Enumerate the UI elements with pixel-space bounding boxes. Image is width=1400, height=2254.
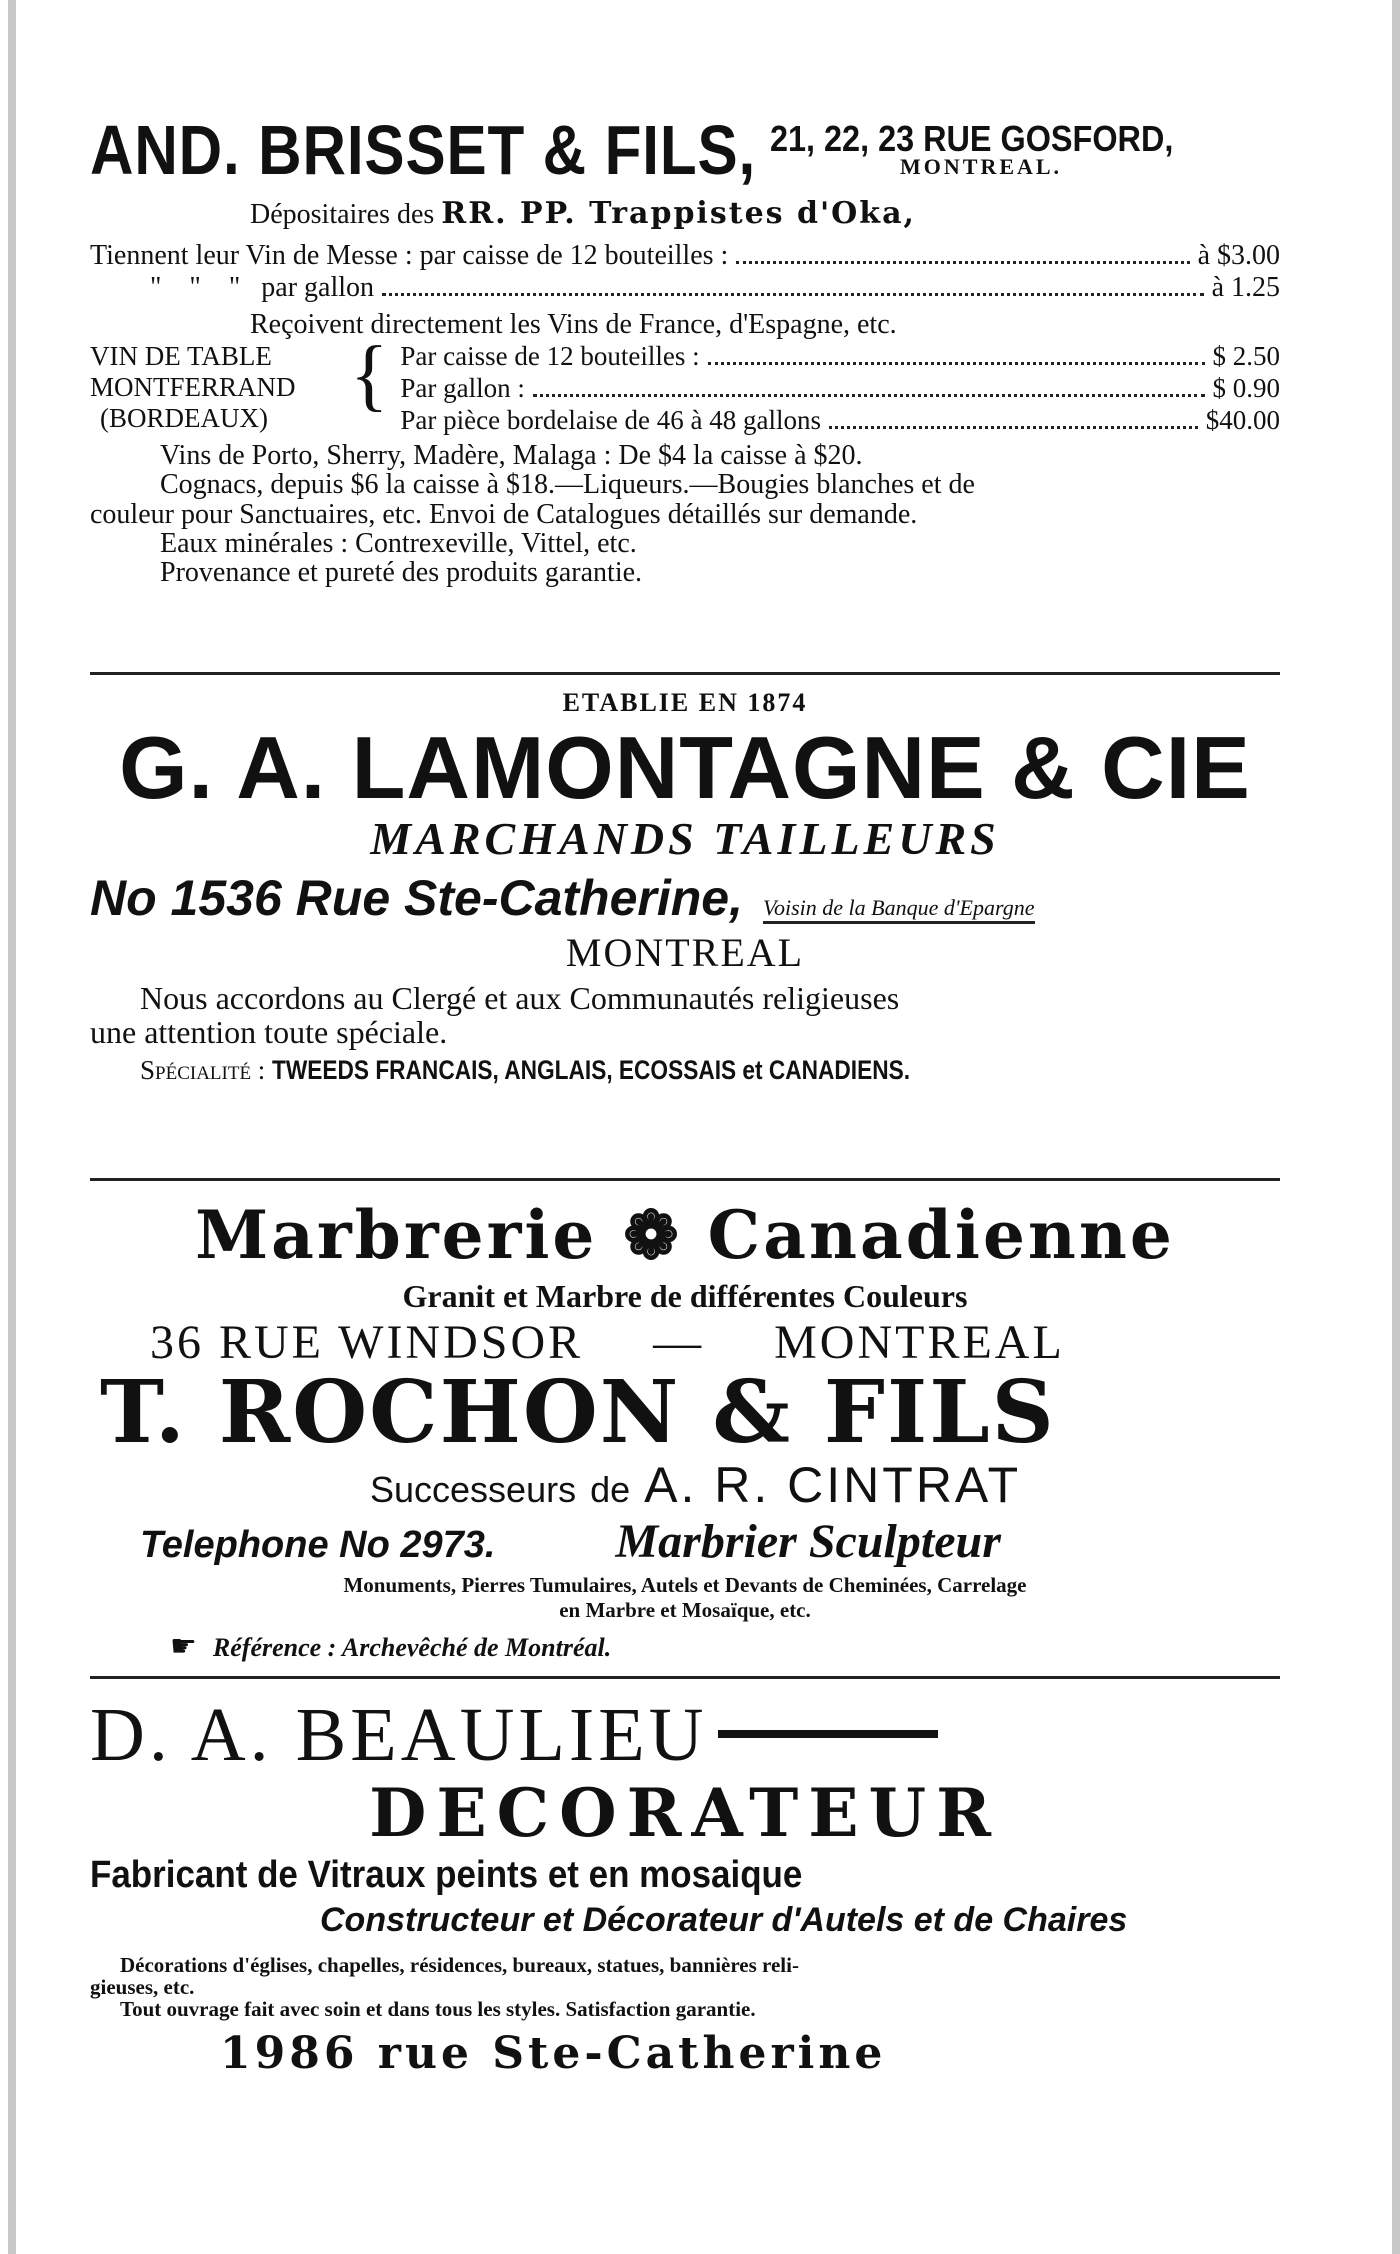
brisset-line: Cognacs, depuis $6 la caisse à $18.—Liqueurs.—Bougies blanches et de: [160, 469, 975, 501]
lamontagne-city: MONTREAL: [565, 930, 805, 976]
brisset-depositaires: [250, 198, 1280, 230]
divider: [90, 1676, 1280, 1679]
lamontagne-voisin: Voisin de la Banque d'Epargne: [763, 895, 1035, 924]
brisset-address-block: [770, 118, 1218, 180]
leader-dots: [533, 394, 1205, 397]
brace-icon: {: [350, 330, 389, 419]
lamontagne-text2: une attention toute spéciale.: [90, 1013, 448, 1050]
vin-row-price: $40.00: [1205, 404, 1280, 435]
leader-dots: [382, 293, 1204, 296]
vin-table-label: (BORDEAUX): [100, 402, 268, 433]
leader-dots: [736, 261, 1189, 264]
vin-row-label: Par pièce bordelaise de 46 à 48 gallons: [400, 404, 822, 435]
vin-table-row: [400, 405, 1280, 437]
marbrerie-subtitle: Granit et Marbre de différentes Couleurs: [402, 1278, 968, 1314]
brisset-line: Eaux minérales : Contrexeville, Vittel, etc.: [160, 528, 637, 560]
depositaires-name: RR. PP. Trappistes d'Oka,: [441, 196, 916, 231]
vin-table-labels: [90, 341, 360, 437]
vin-table-block: [90, 330, 1280, 437]
beaulieu-title: DECORATEUR: [369, 1774, 1001, 1852]
rochon-de: de: [590, 1469, 631, 1510]
messe-caisse-row: [90, 240, 1280, 272]
brisset-name: AND. BRISSET & FILS,: [90, 111, 757, 189]
lamontagne-text1: Nous accordons au Clergé et aux Communautés religieuses: [140, 980, 900, 1017]
beaulieu-name: D. A. BEAULIEU: [90, 1693, 708, 1777]
divider: [90, 672, 1280, 675]
beaulieu-address: 1986 rue Ste-Catherine: [220, 2028, 887, 2080]
rochon-cintrat: A. R. CINTRAT: [644, 1457, 1022, 1513]
beaulieu-name-row: [90, 1692, 1280, 1779]
marbrerie-title: Marbrerie ❁ Canadienne: [195, 1196, 1175, 1274]
rochon-telephone-row: [90, 1514, 1280, 1569]
depositaires-prefix: Dépositaires des: [250, 199, 435, 230]
page-edge-right: [1392, 0, 1400, 2254]
lamontagne-trade: MARCHANDS TAILLEURS: [370, 813, 1000, 865]
brisset-header: [90, 110, 1280, 190]
vin-table-row: [400, 373, 1280, 405]
marbrerie-city: MONTREAL: [774, 1316, 1065, 1369]
vin-row-price: $ 0.90: [1212, 372, 1280, 403]
vin-table-label: VIN DE TABLE: [90, 340, 272, 371]
brisset-line: Provenance et pureté des produits garantie.: [160, 557, 643, 589]
lamontagne-specialite-row: [90, 1056, 1280, 1084]
vin-table-prices: [400, 341, 1280, 437]
rochon-marbrier: Marbrier Sculpteur: [615, 1515, 1001, 1568]
lamontagne-name: G. A. LAMONTAGNE & CIE: [119, 718, 1251, 817]
lamontagne-address-row: [90, 869, 1280, 927]
vin-row-price: $ 2.50: [1212, 340, 1280, 371]
lamontagne-established: ETABLIE EN 1874: [562, 688, 808, 717]
messe-gallon-row: [90, 272, 1280, 304]
rochon-successeurs: Successeurs: [370, 1469, 577, 1510]
vin-row-label: Par caisse de 12 bouteilles :: [400, 340, 700, 371]
lamontagne-ad: [90, 688, 1280, 1084]
brisset-address: 21, 22, 23 RUE GOSFORD,: [770, 118, 1174, 159]
rochon-monuments2: en Marbre et Mosaïque, etc.: [559, 1598, 811, 1622]
lamontagne-address: No 1536 Rue Ste-Catherine,: [90, 870, 743, 927]
rochon-successeurs-row: [90, 1456, 1280, 1514]
brisset-ad: [90, 110, 1280, 588]
specialite-text: TWEEDS FRANCAIS, ANGLAIS, ECOSSAIS et CANADIENS.: [272, 1054, 911, 1085]
messe-gallon-price: à 1.25: [1211, 271, 1280, 303]
vin-row-label: Par gallon :: [400, 372, 525, 403]
rochon-name: T. ROCHON & FILS: [100, 1362, 1056, 1463]
rochon-reference-row: [90, 1631, 1280, 1663]
beaulieu-constructeur: Constructeur et Décorateur d'Autels et de Chaires: [320, 1901, 1128, 1940]
rochon-monuments1: Monuments, Pierres Tumulaires, Autels et Devants de Cheminées, Carrelage: [343, 1573, 1027, 1597]
page-edge-left: [8, 0, 16, 2254]
beaulieu-decorations2: gieuses, etc.: [90, 1975, 195, 2000]
leader-dots: [708, 362, 1205, 365]
beaulieu-fabricant: Fabricant de Vitraux peints et en mosaique: [90, 1854, 803, 1897]
beaulieu-flourish: [718, 1730, 938, 1738]
specialite-label: Spécialité :: [140, 1054, 266, 1085]
marbrerie-ad: [90, 1196, 1280, 1663]
brisset-body: [90, 441, 1280, 588]
leader-dots: [829, 426, 1198, 429]
messe-caisse-price: à $3.00: [1197, 239, 1280, 271]
brisset-line: Vins de Porto, Sherry, Madère, Malaga : De $4 la caisse à $20.: [160, 439, 863, 471]
beaulieu-decorations1: Décorations d'églises, chapelles, résidences, bureaux, statues, bannières reli-: [120, 1953, 799, 1978]
brisset-line: couleur pour Sanctuaires, etc. Envoi de Catalogues détaillés sur demande.: [90, 498, 918, 530]
rochon-telephone: Telephone No 2973.: [140, 1524, 496, 1566]
messe-gallon-label: " " " par gallon: [150, 271, 375, 303]
brisset-city: MONTREAL.: [900, 154, 1063, 179]
vin-table-label: MONTFERRAND: [90, 371, 296, 402]
beaulieu-tout: Tout ouvrage fait avec soin et dans tous les styles. Satisfaction garantie.: [120, 1997, 756, 2022]
beaulieu-ad: [90, 1692, 1280, 2079]
messe-label: Tiennent leur Vin de Messe : par caisse de 12 bouteilles :: [90, 239, 729, 271]
marbrerie-address: 36 RUE WINDSOR: [150, 1316, 584, 1369]
marbrerie-dash: —: [653, 1316, 705, 1369]
rochon-reference: Référence : Archevêché de Montréal.: [212, 1633, 612, 1662]
pointing-hand-icon: ☛: [170, 1630, 197, 1663]
divider: [90, 1178, 1280, 1181]
vin-table-row: [400, 341, 1280, 373]
brisset-recoivent: Reçoivent directement les Vins de France, d'Espagne, etc.: [250, 308, 897, 340]
